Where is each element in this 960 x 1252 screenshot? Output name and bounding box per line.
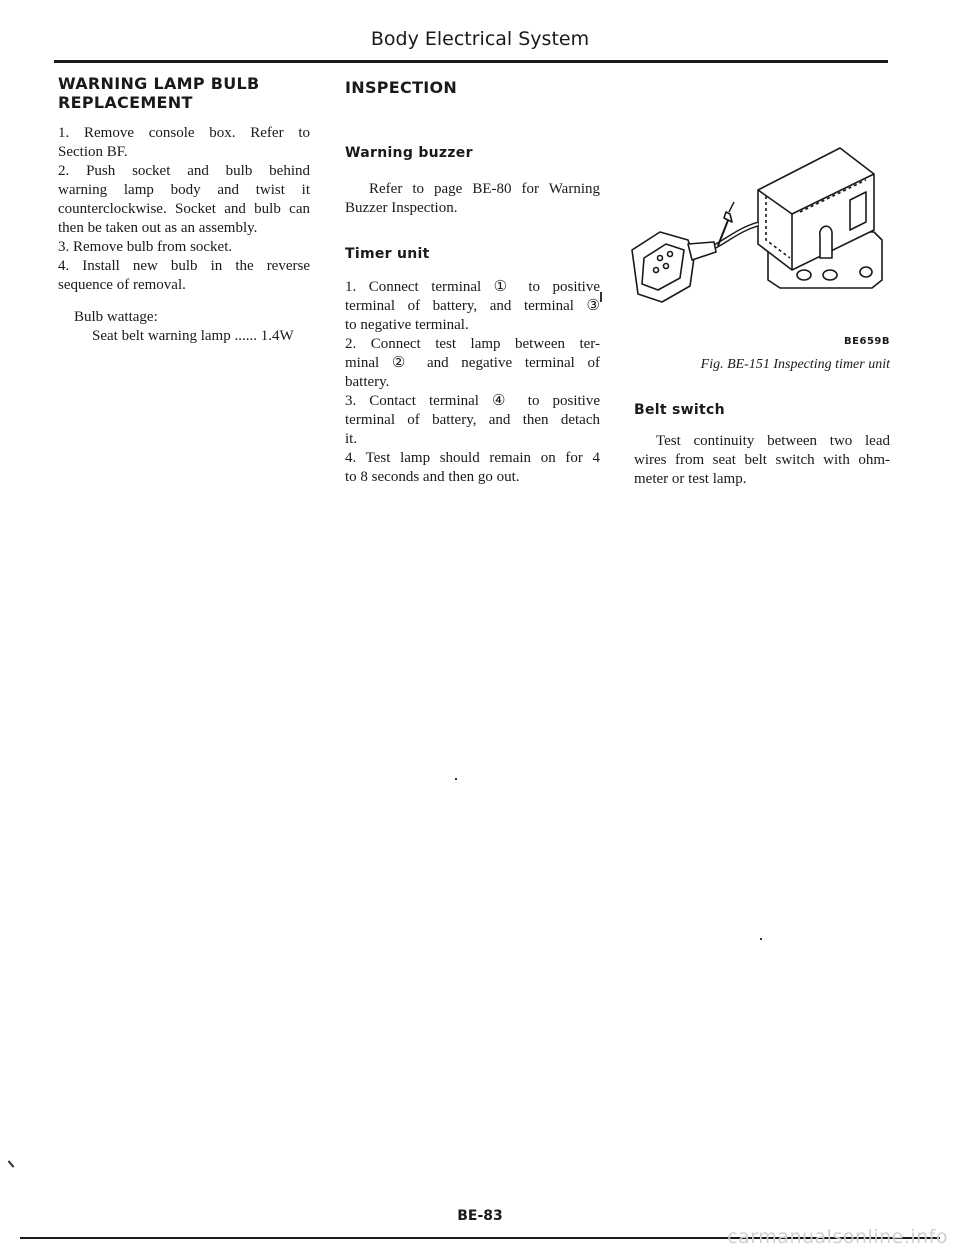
timer-step-2-line: minal ② and negative terminal of [345,355,600,371]
belt-line: wires from seat belt switch with ohm- [634,452,890,468]
buzzer-text [345,180,600,218]
watermark: carmanualsonline.info [727,1226,948,1248]
figure-caption: Fig. BE-151 Inspecting timer unit [700,357,890,372]
page-header-title: Body Electrical System [370,28,590,50]
timer-step-1-line: terminal of battery, and terminal ③ [345,298,600,314]
step-2-line: 2. Push socket and bulb behind [58,163,310,179]
timer-step-4-line: 4. Test lamp should remain on for 4 [345,450,600,466]
timer-unit-illustration [630,140,890,320]
subheading-timer-unit: Timer unit [345,246,430,262]
timer-step-4-line: to 8 seconds and then go out. [345,469,520,485]
scan-speck [8,1160,15,1167]
step-3-line: 3. Remove bulb from socket. [58,239,233,255]
bulb-wattage [74,308,314,346]
heading-line: REPLACEMENT [58,93,193,112]
timer-steps [345,278,600,487]
step-2-line: counterclockwise. Socket and bulb can [58,201,310,217]
scan-speck [600,292,602,302]
header-rule [54,60,888,63]
belt-switch-text [634,432,890,489]
replacement-steps [58,124,310,295]
timer-unit-figure [630,140,890,320]
timer-step-2-line: 2. Connect test lamp between ter- [345,336,600,352]
timer-step-1-line: 1. Connect terminal ① to positive [345,279,600,295]
step-4-line: sequence of removal. [58,277,186,293]
timer-step-3-line: 3. Contact terminal ④ to positive [345,393,600,409]
timer-step-1-line: to negative terminal. [345,317,469,333]
wattage-label: Bulb wattage: [74,309,158,325]
timer-step-3-line: it. [345,431,358,447]
page-number: BE-83 [457,1208,503,1224]
subheading-belt-switch: Belt switch [634,402,725,418]
buzzer-line: Buzzer Inspection. [345,200,458,216]
step-1-line: 1. Remove console box. Refer to [58,125,310,141]
step-1-line: Section BF. [58,144,128,160]
wattage-value: Seat belt warning lamp ...... 1.4W [92,328,294,344]
belt-line: meter or test lamp. [634,471,747,487]
timer-step-2-line: battery. [345,374,390,390]
section-heading-warning-lamp [58,74,260,112]
section-heading-inspection: INSPECTION [345,78,458,97]
belt-line: Test continuity between two lead [656,433,890,449]
figure-id-label: BE659B [844,336,890,347]
step-4-line: 4. Install new bulb in the reverse [58,258,310,274]
timer-step-3-line: terminal of battery, and then detach [345,412,600,428]
buzzer-line: Refer to page BE-80 for Warning [369,181,600,197]
step-2-line: warning lamp body and twist it [58,182,310,198]
scan-speck [760,938,762,940]
step-2-line: then be taken out as an assembly. [58,220,258,236]
subheading-warning-buzzer: Warning buzzer [345,145,473,161]
heading-line: WARNING LAMP BULB [58,74,260,93]
scan-speck [455,778,457,780]
